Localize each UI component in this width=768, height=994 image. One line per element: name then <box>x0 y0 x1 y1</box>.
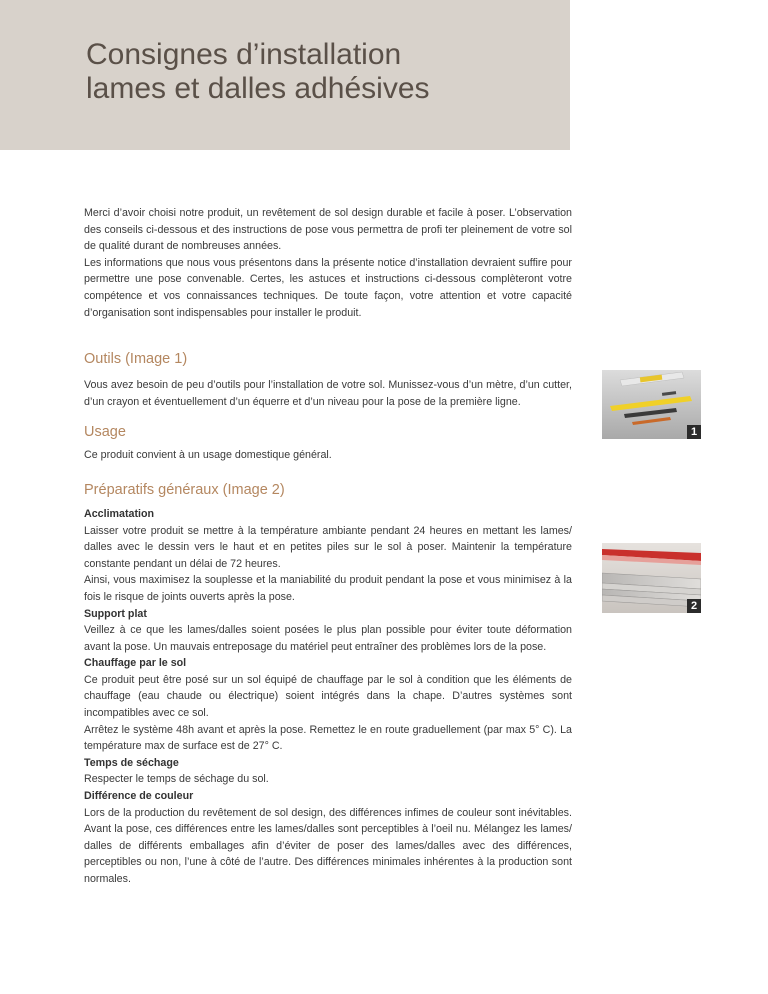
subheading-acclimatation: Acclimatation <box>84 507 155 520</box>
figure-planks-image <box>602 543 701 613</box>
section-heading-outils: Outils (Image 1) <box>84 351 188 368</box>
subheading-support-plat: Support plat <box>84 607 147 620</box>
sechage-paragraph: Respecter le temps de séchage du sol. <box>84 773 269 786</box>
figure-tools-image <box>602 370 701 439</box>
acclimatation-paragraph-2: Ainsi, vous maximisez la souplesse et la maniabilité du produit pendant la pose et vous minimisez à la fois le risque de joints ouverts après la pose. <box>84 574 572 603</box>
outils-paragraph: Vous avez besoin de peu d’outils pour l’installation de votre sol. Munissez-vous d’un mètre, d’un cutter, d’un crayon et éventuellement d’un équerre et d’un niveau pour la pose de la première ligne. <box>84 379 572 408</box>
subheading-temps-sechage: Temps de séchage <box>84 756 179 769</box>
figure-1-label: 1 <box>687 425 701 439</box>
acclimatation-paragraph-1: Laisser votre produit se mettre à la température ambiante pendant 24 heures en mettant les lames/ dalles avec le dessin vers le haut et en petites piles sur le sol à poser. Maintenir la température constante pendant un délai de 72 heures. <box>84 524 572 570</box>
couleur-paragraph: Lors de la production du revêtement de sol design, des différences infimes de couleur sont inévitables. Avant la pose, ces différences entre les lames/dalles sont perceptibles à l’oeil nu. Mélangez les lames/ dalles de différents emballages afin d’éviter de poser des lames/dalles avec des différences, perceptibles ou non, l’une à côté de l’autre. Des différences minimales inhérentes à la production sont normales. <box>84 806 572 885</box>
chauffage-paragraph-1: Ce produit peut être posé sur un sol équipé de chauffage par le sol à condition que les éléments de chauffage (eau chaude ou électrique) soient intégrés dans la chape. D’autres systèmes sont incompatibles avec ce sol. <box>84 673 572 720</box>
intro-paragraph-1: Merci d’avoir choisi notre produit, un revêtement de sol design durable et facile à poser. L’observation des conseils ci-dessous et des instructions de pose vous permettra de profi ter pleinement de votre sol de qualité durant de nombreuses années. <box>84 207 572 253</box>
title-panel <box>0 0 570 150</box>
page-title-line-2: lames et dalles adhésives <box>86 72 430 105</box>
section-heading-preparatifs: Préparatifs généraux (Image 2) <box>84 481 285 498</box>
page-title-line-1: Consignes d’installation <box>86 38 402 71</box>
figure-2-label: 2 <box>687 599 701 613</box>
usage-paragraph: Ce produit convient à un usage domestique général. <box>84 449 332 462</box>
intro-paragraph-2: Les informations que nous vous présentons dans la présente notice d’installation devraient suffire pour permettre une pose convenable. Certes, les astuces et instructions ci-dessous complèteront votre compétence et vos connaissances techniques. De toute façon, votre attention et votre capacité d’organisation sont indispensables pour installer le produit. <box>84 256 572 319</box>
support-paragraph: Veillez à ce que les lames/dalles soient posées le plus plan possible pour éviter toute déformation avant la pose. Un mauvais entreposage du matériel peut entraîner des problèmes lors de la pose. <box>84 624 572 653</box>
document-body <box>84 205 572 888</box>
section-heading-usage: Usage <box>84 424 126 441</box>
subheading-difference-couleur: Différence de couleur <box>84 790 194 803</box>
subheading-chauffage: Chauffage par le sol <box>84 657 187 670</box>
chauffage-paragraph-2: Arrêtez le système 48h avant et après la pose. Remettez le en route graduellement (par max 5° C). La température max de surface est de 27° C. <box>84 723 572 753</box>
